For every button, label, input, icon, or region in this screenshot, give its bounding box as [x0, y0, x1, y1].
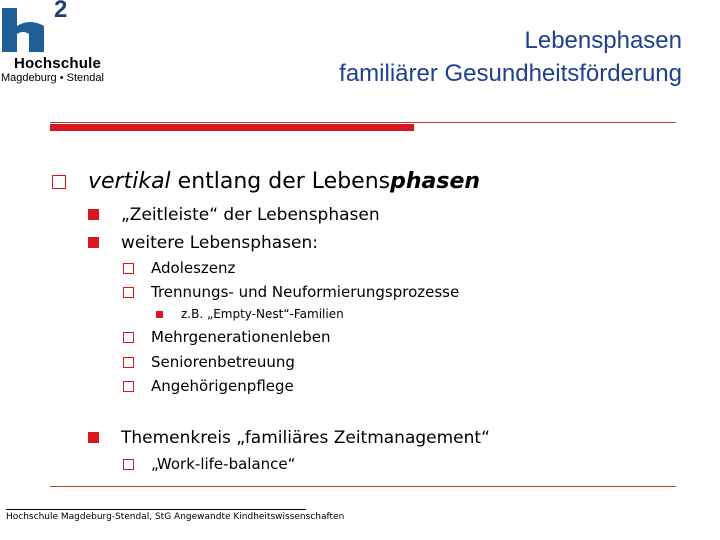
- square-bullet-icon: [88, 209, 99, 220]
- list-item-text: Seniorenbetreuung: [151, 353, 295, 371]
- square-bullet-icon: [88, 237, 99, 248]
- list-item-text: Adoleszenz: [151, 259, 236, 277]
- hollow-square-bullet-icon: [123, 459, 134, 470]
- list-item-text: Themenkreis „familiäres Zeitmanagement“: [121, 428, 490, 448]
- logo-superscript: 2: [54, 0, 68, 23]
- hollow-square-bullet-icon: [123, 357, 134, 368]
- main-bullet-bold-italic: phasen: [390, 169, 481, 194]
- list-item-text: „Work-life-balance“: [151, 455, 296, 473]
- list-item-text: Trennungs- und Neuformierungsprozesse: [151, 283, 460, 301]
- hollow-square-bullet-icon: [123, 263, 134, 274]
- logo-subtitle: Magdeburg • Stendal: [1, 72, 104, 84]
- footer-text: Hochschule Magdeburg-Stendal, StG Angewandte Kindheitswissenschaften: [6, 512, 345, 522]
- list-item-text: „Zeitleiste“ der Lebensphasen: [121, 205, 380, 225]
- header-divider-line: [50, 122, 676, 123]
- list-item-text: Mehrgenerationenleben: [151, 328, 331, 346]
- main-bullet-text: [88, 169, 480, 194]
- main-bullet-middle: entlang der Lebens: [170, 169, 391, 194]
- hollow-square-bullet-icon: [123, 332, 134, 343]
- hollow-square-bullet-icon: [52, 175, 66, 189]
- title-line-1: Lebensphasen: [524, 27, 682, 54]
- list-item-text: weitere Lebensphasen:: [121, 233, 319, 253]
- footer-underline: [6, 509, 306, 510]
- hollow-square-bullet-icon: [123, 287, 134, 298]
- list-item-text: Angehörigenpflege: [151, 377, 294, 395]
- hollow-square-bullet-icon: [123, 381, 134, 392]
- header-accent-bar: [50, 124, 414, 131]
- square-bullet-icon: [156, 311, 163, 318]
- slide-title: [339, 24, 682, 90]
- footer-divider-line: [50, 486, 676, 487]
- title-line-2: familiärer Gesundheitsförderung: [339, 60, 682, 87]
- hochschule-logo: [0, 0, 120, 90]
- square-bullet-icon: [88, 432, 99, 443]
- list-item-text: z.B. „Empty-Nest“-Familien: [181, 307, 344, 321]
- logo-name: Hochschule: [14, 55, 102, 72]
- main-bullet-italic: vertikal: [88, 169, 171, 194]
